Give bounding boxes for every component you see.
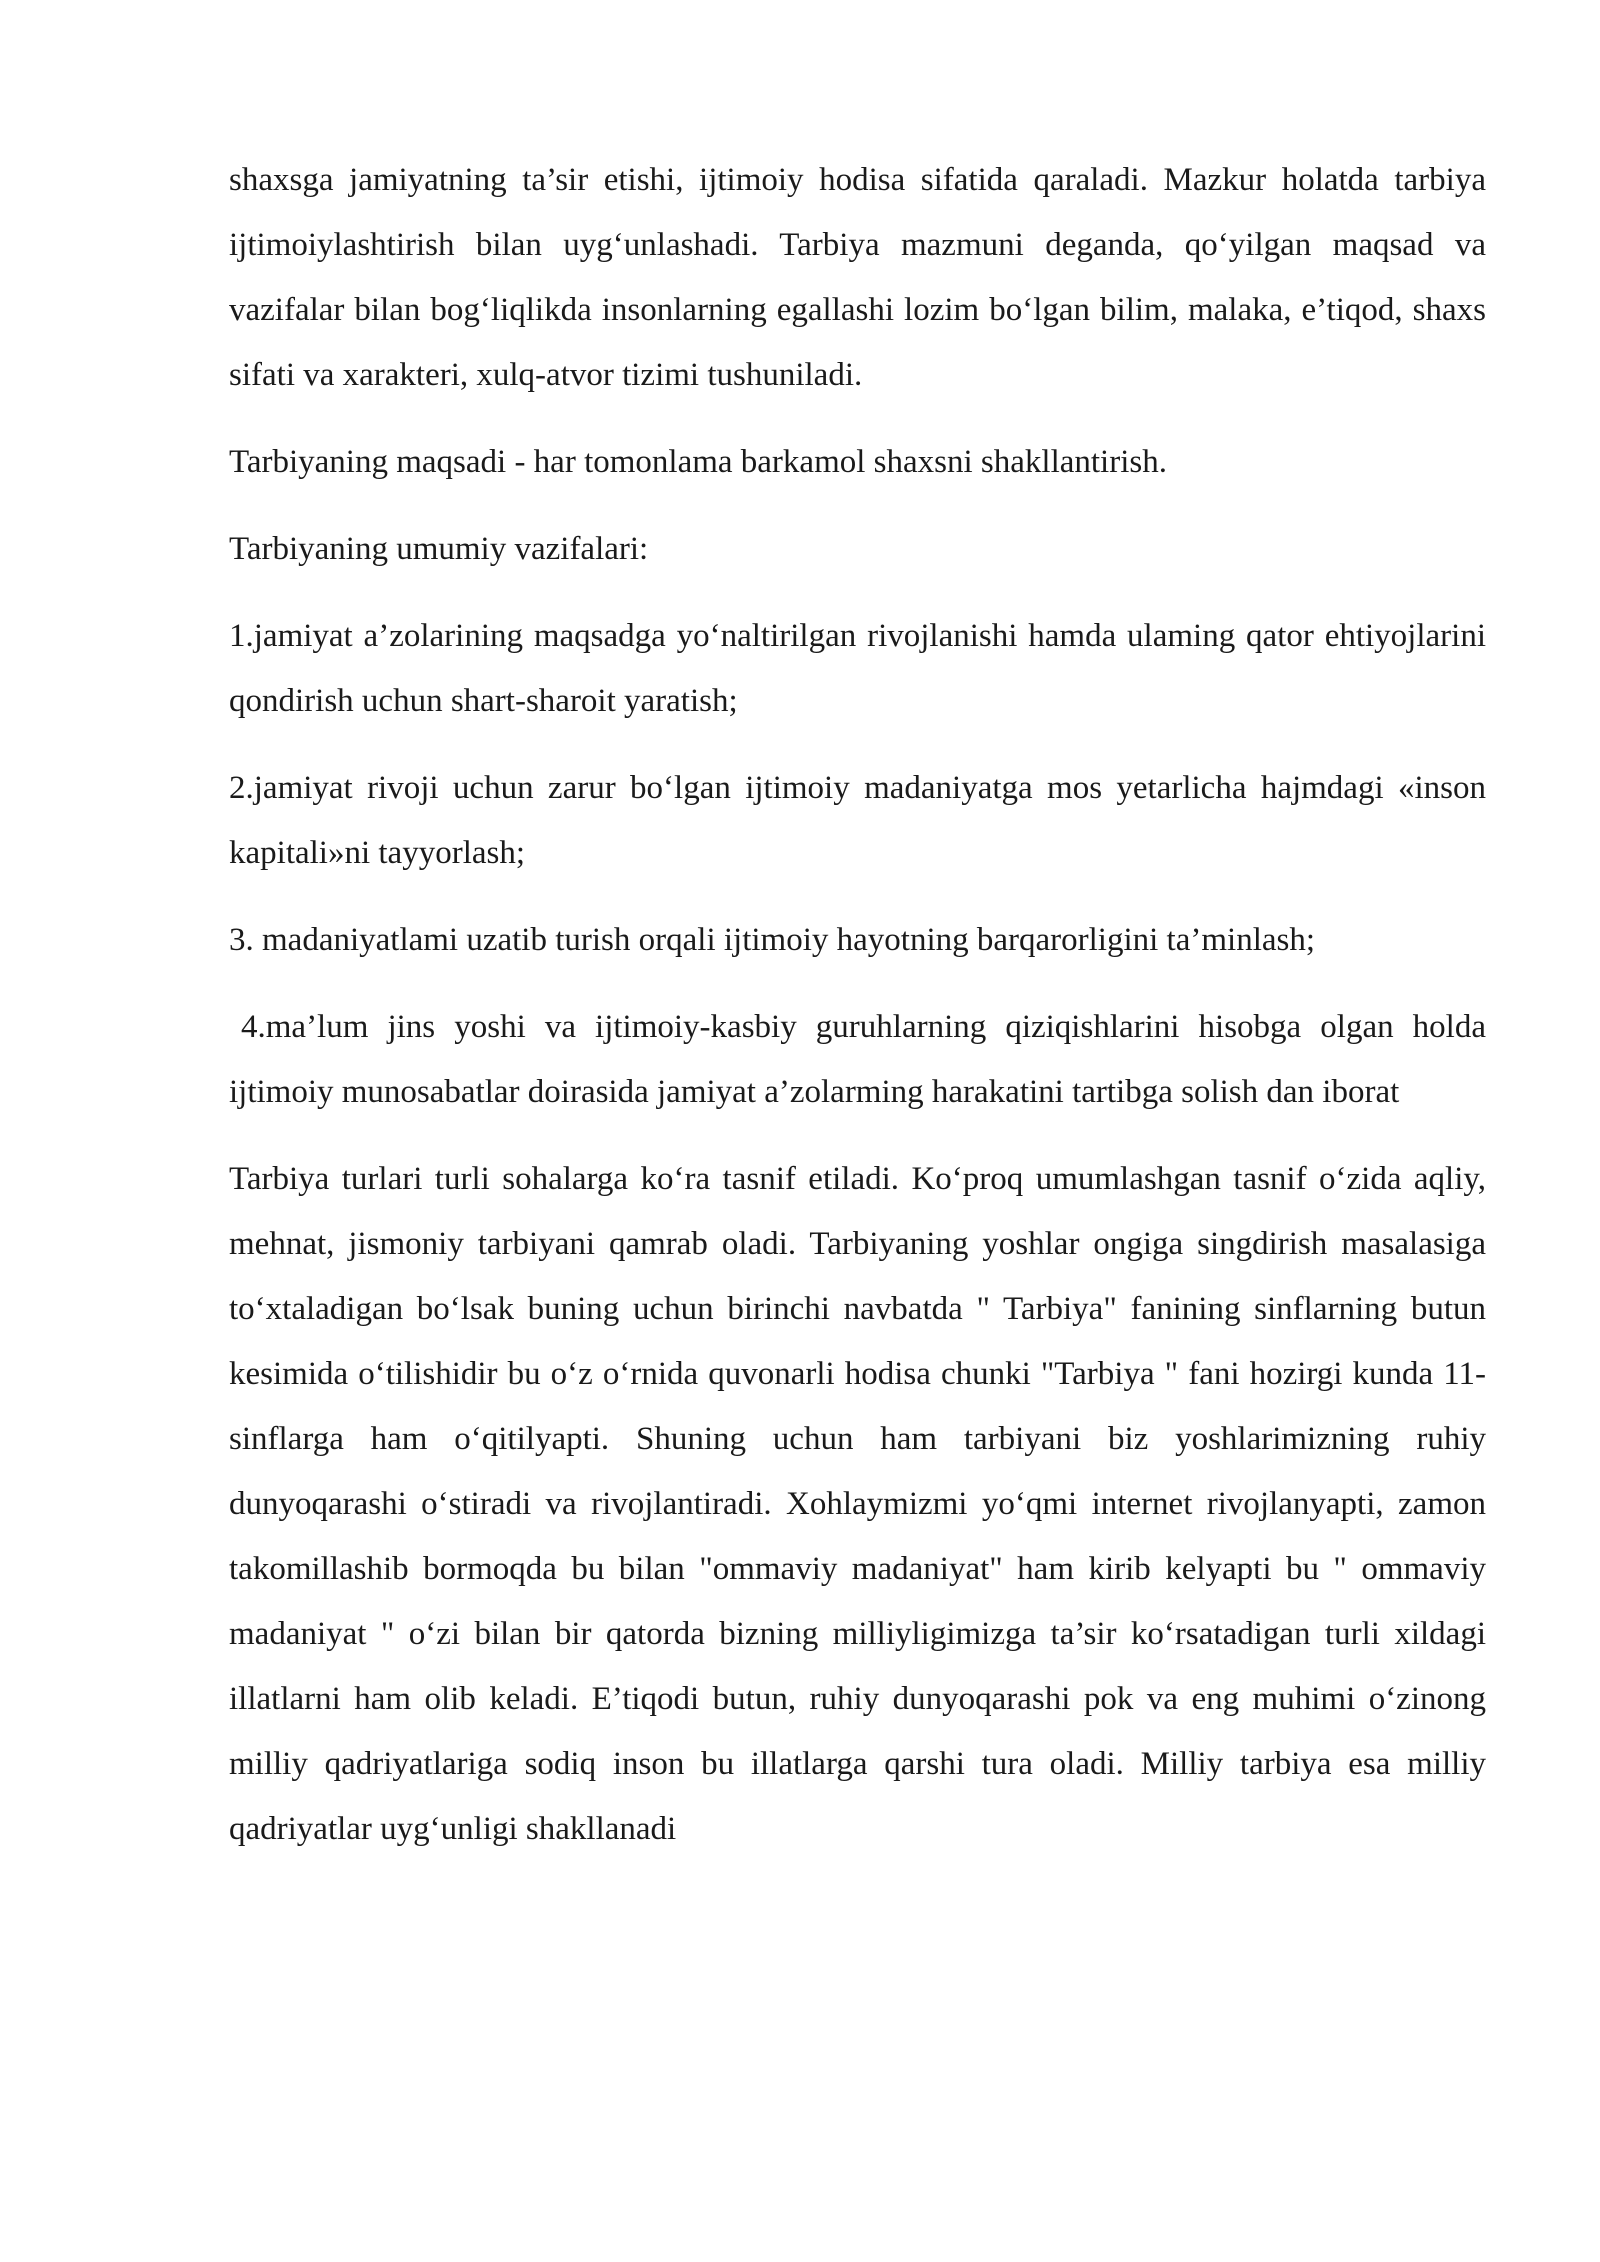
paragraph-types: Tarbiya turlari turli sohalarga ko‘ra tasnif etiladi. Ko‘proq umumlashgan tasnif o‘zida aqliy, mehnat, jismoniy tarbiyani qamrab oladi. Tarbiyaning yoshlar ongiga singdirish masalasiga to‘xtaladigan bo‘lsak buning uchun birinchi navbatda " Tarbiya" fanining sinflarning butun kesimida o‘tilishidir bu o‘z o‘rnida quvonarli hodisa chunki "Tarbiya " fani hozirgi kunda 11-sinflarga ham o‘qitilyapti. Shuning uchun ham tarbiyani biz yoshlarimizning ruhiy dunyoqarashi o‘stiradi va rivojlantiradi. Xohlaymizmi yo‘qmi internet rivojlanyapti, zamon takomillashib bormoqda bu bilan "ommaviy madaniyat" ham kirib kelyapti bu " ommaviy madaniyat " o‘zi bilan bir qatorda bizning milliyligimizga ta’sir ko‘rsatadigan turli xildagi illatlarni ham olib keladi. E’tiqodi butun, ruhiy dunyoqarashi pok va eng muhimi o‘zinong milliy qadriyatlariga sodiq inson bu illatlarga qarshi tura oladi. Milliy tarbiya esa milliy qadriyatlar uyg‘unligi shakllanadi bbox=[229, 1161, 1486, 1847]
list-item-task-3: 3. madaniyatlami uzatib turish orqali ijtimoiy hayotning barqarorligini ta’minlash; bbox=[229, 922, 1316, 958]
paragraph-intro: shaxsga jamiyatning ta’sir etishi, ijtimoiy hodisa sifatida qaraladi. Mazkur holatda tarbiya ijtimoiylashtirish bilan uyg‘unlashadi. Tarbiya mazmuni deganda, qo‘yilgan maqsad va vazifalar bilan bog‘liqlikda insonlarning egallashi lozim bo‘lgan bilim, malaka, e’tiqod, shaxs sifati va xarakteri, xulq-atvor tizimi tushuniladi. bbox=[229, 162, 1486, 393]
document-page bbox=[229, 148, 1486, 1884]
paragraph-tasks-heading: Tarbiyaning umumiy vazifalari: bbox=[229, 531, 649, 567]
list-item-task-2: 2.jamiyat rivoji uchun zarur bo‘lgan ijtimoiy madaniyatga mos yetarlicha hajmdagi «inson kapitali»ni tayyorlash; bbox=[229, 770, 1486, 871]
list-item-task-4: 4.ma’lum jins yoshi va ijtimoiy-kasbiy guruhlarning qiziqishlarini hisobga olgan holda ijtimoiy munosabatlar doirasida jamiyat a’zolarming harakatini tartibga solish dan iborat bbox=[229, 1009, 1486, 1110]
list-item-task-1: 1.jamiyat a’zolarining maqsadga yo‘naltirilgan rivojlanishi hamda ulaming qator ehtiyojlarini qondirish uchun shart-sharoit yaratish; bbox=[229, 618, 1486, 719]
paragraph-goal: Tarbiyaning maqsadi - har tomonlama barkamol shaxsni shakllantirish. bbox=[229, 444, 1167, 480]
